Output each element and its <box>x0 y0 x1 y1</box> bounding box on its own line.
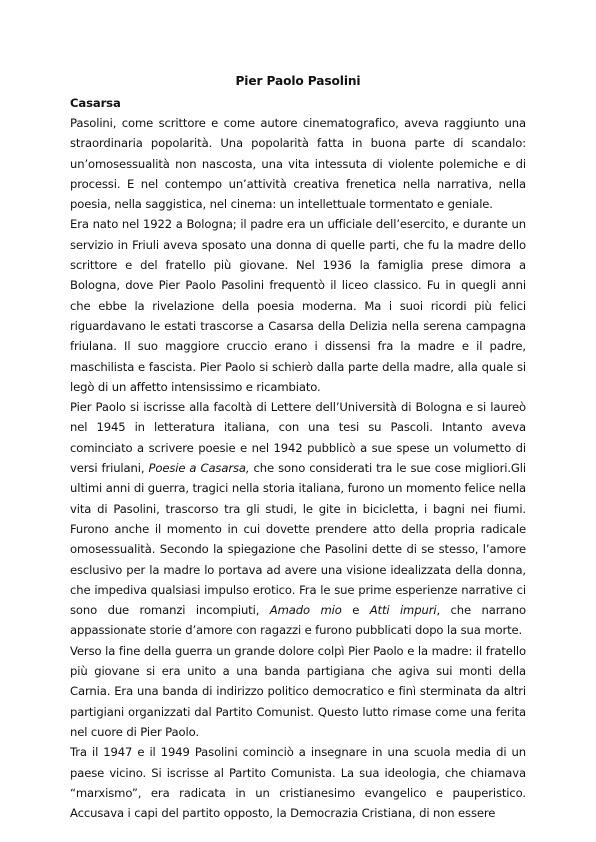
paragraph-5 <box>70 742 526 823</box>
document-body <box>70 71 526 823</box>
paragraph-text: che sono considerati tra le sue cose migliori.Gli ultimi anni di guerra, tragici nella storia italiana, furono un momento felice nella vita di Pasolini, trascorso tra gli studi, le gite in bicicletta, i bagni nei fiumi. Furono anche il momento in cui dovette prendere atto della propria radicale omosessualità. Secondo la spiegazione che Pasolini dette di se stesso, l’amore esclusivo per la madre lo portava ad avere una visione idealizzata della donna, che impediva qualsiasi impulso erotico. Fra le sue prime esperienze narrative ci sono due romanzi incompiuti, <box>70 461 526 618</box>
section-heading: Casarsa <box>70 96 121 110</box>
paragraph-text: , che narrano appassionate storie d’amore con ragazzi e furono pubblicati dopo la sua morte. <box>70 603 526 638</box>
paragraph-text: Pasolini, come scrittore e come autore cinematografico, aveva raggiunto una straordinaria popolarità. Una popolarità fatta in buona parte di scandalo: un’omosessualità non nascosta, una vita intessuta di violente polemiche e di processi. E nel contempo un’attività creativa frenetica nella narrativa, nella poesia, nella saggistica, nel cinema: un intellettuale tormentato e geniale. <box>70 116 526 212</box>
book-title-amado-mio: Amado mio <box>269 603 342 618</box>
book-title-poesie-a-casarsa: Poesie a Casarsa, <box>148 461 250 476</box>
page-title: Pier Paolo Pasolini <box>235 74 361 88</box>
paragraph-text: Tra il 1947 e il 1949 Pasolini cominciò a insegnare in una scuola media di un paese vicino. Si iscrisse al Partito Comunista. La sua ideologia, che chiamava “marxismo”, era radicata in un cristianesimo evangelico e pauperistico. Accusava i capi del partito opposto, la Democrazia Cristiana, di non essere <box>70 745 526 821</box>
paragraph-text: Verso la fine della guerra un grande dolore colpì Pier Paolo e la madre: il fratello più giovane si era unito a una banda partigiana che agiva sui monti della Carnia. Era una banda di indirizzo politico democratico e finì sterminata da altri partigiani organizzati dal Partito Comunist. Questo lutto rimase come una ferita nel cuore di Pier Paolo. <box>70 643 526 739</box>
paragraph-2 <box>70 214 526 397</box>
paragraph-text: Era nato nel 1922 a Bologna; il padre era un ufficiale dell’esercito, e durante un servizio in Friuli aveva sposato una donna di quelle parti, che fu la madre dello scrittore e del fratello più giovane. Nel 1936 la famiglia prese dimora a Bologna, dove Pier Paolo Pasolini frequentò il liceo classico. Fu in quegli anni che ebbe la rivelazione della poesia moderna. Ma i suoi ricordi più felici riguardavano le estati trascorse a Casarsa della Delizia nella serena campagna friulana. Il suo maggiore cruccio erano i dissensi fra la madre e il padre, maschilista e fascista. Pier Paolo si schierò dalla parte della madre, alla quale si legò di un affetto intensissimo e ricambiato. <box>70 217 526 394</box>
paragraph-text: e <box>341 603 370 618</box>
paragraph-4 <box>70 641 526 742</box>
paragraph-text: Pier Paolo si iscrisse alla facoltà di Lettere dell’Università di Bologna e si laureò nel 1945 in letteratura italiana, con una tesi su Pascoli. Intanto aveva cominciato a scrivere poesie e nel 1942 pubblicò a sue spese un volumetto di versi friulani, <box>70 400 526 476</box>
book-title-atti-impuri: Atti impuri <box>369 603 437 618</box>
paragraph-1 <box>70 113 526 214</box>
paragraph-3 <box>70 397 526 641</box>
